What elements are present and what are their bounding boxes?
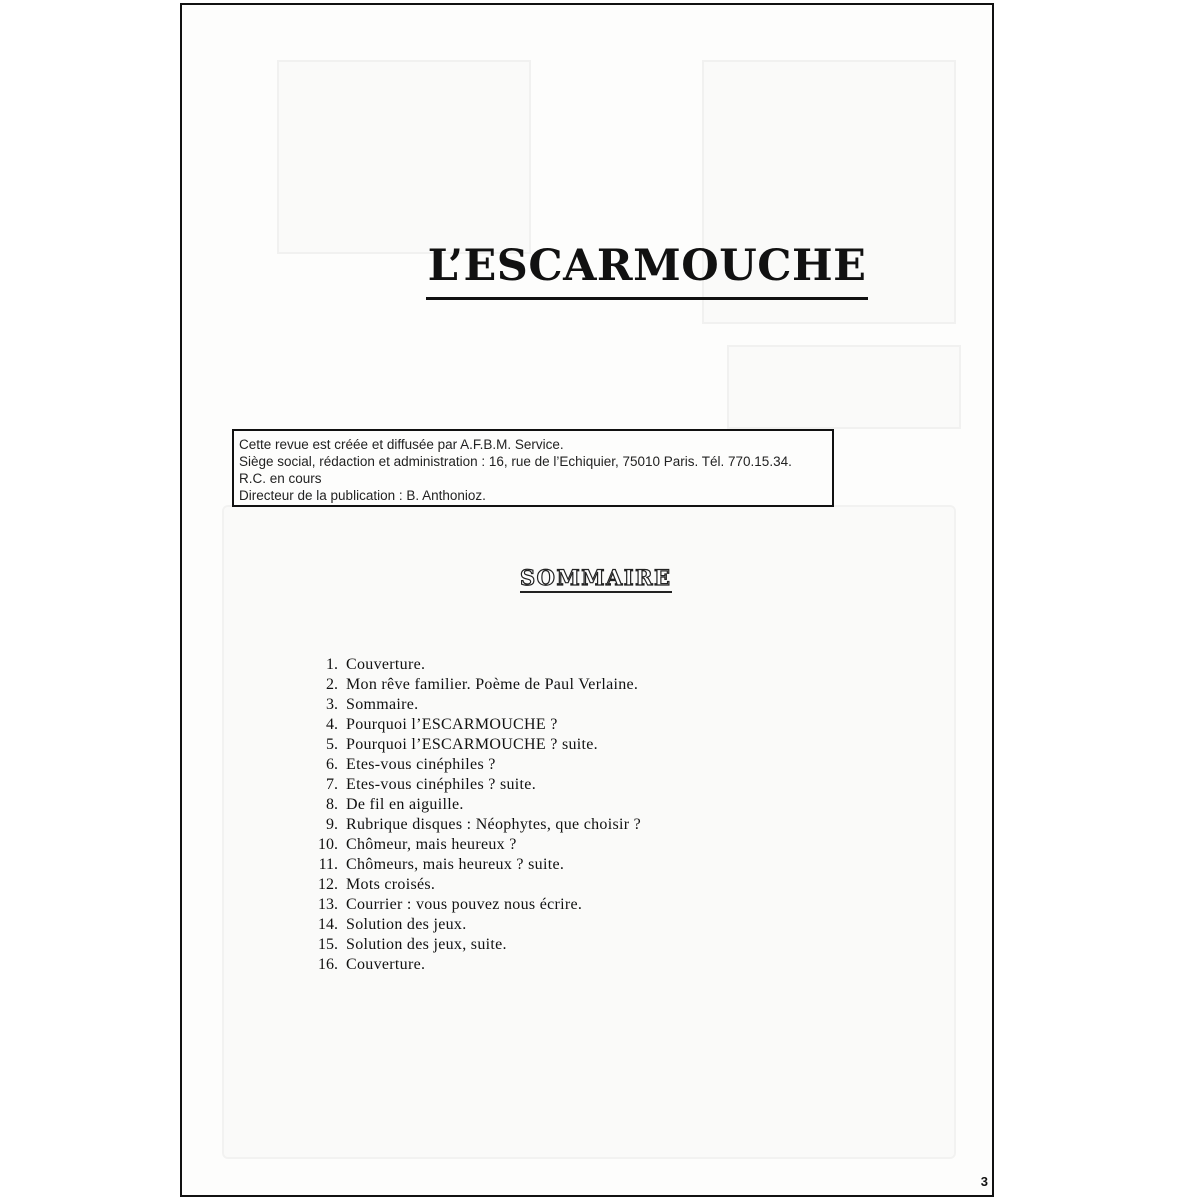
toc-item-title: Chômeur, mais heureux ? — [346, 836, 517, 853]
magazine-title-text: L’ESCARMOUCHE — [426, 241, 869, 300]
toc-item-title: Sommaire. — [346, 696, 419, 713]
toc-item-number: 4. — [326, 716, 338, 733]
toc-item-number: 5. — [326, 736, 338, 753]
toc-item — [308, 795, 641, 815]
toc-item-number: 2. — [326, 676, 338, 693]
toc-item-title: De fil en aiguille. — [346, 796, 464, 813]
toc-item-title: Couverture. — [346, 656, 426, 673]
toc-item-number: 14. — [318, 916, 338, 933]
toc-item-title: Etes-vous cinéphiles ? suite. — [346, 776, 536, 793]
toc-item-number: 9. — [326, 816, 338, 833]
toc-item — [308, 855, 641, 875]
toc-item — [308, 895, 641, 915]
toc-item-number: 3. — [326, 696, 338, 713]
toc-item — [308, 815, 641, 835]
toc-item-title: Couverture. — [346, 956, 426, 973]
toc-item-title: Solution des jeux, suite. — [346, 936, 507, 953]
toc-item — [308, 695, 641, 715]
publisher-info-line: Siège social, rédaction et administration : 16, rue de l’Echiquier, 75010 Paris. Tél. 770.15.34. — [239, 454, 792, 469]
toc-item-title: Pourquoi l’ESCARMOUCHE ? — [346, 716, 558, 733]
toc-item-number: 8. — [326, 796, 338, 813]
toc-item-number: 16. — [318, 956, 338, 973]
toc-item — [308, 655, 641, 675]
toc-item — [308, 915, 641, 935]
toc-item-number: 15. — [318, 936, 338, 953]
toc-item-number: 1. — [326, 656, 338, 673]
toc-item-title: Rubrique disques : Néophytes, que choisir ? — [346, 816, 642, 833]
toc-item-title: Etes-vous cinéphiles ? — [346, 756, 496, 773]
toc-item-number: 13. — [318, 896, 338, 913]
toc-item-title: Mon rêve familier. Poème de Paul Verlaine. — [346, 676, 639, 693]
toc-item-title: Courrier : vous pouvez nous écrire. — [346, 896, 583, 913]
toc-item — [308, 675, 641, 695]
toc-item — [308, 715, 641, 735]
toc-item-title: Pourquoi l’ESCARMOUCHE ? suite. — [346, 736, 598, 753]
magazine-title — [182, 241, 992, 300]
toc-item — [308, 835, 641, 855]
toc-item-number: 7. — [326, 776, 338, 793]
toc-item-title: Solution des jeux. — [346, 916, 467, 933]
toc-item-title: Chômeurs, mais heureux ? suite. — [346, 856, 565, 873]
table-of-contents — [308, 655, 641, 975]
toc-item — [308, 955, 641, 975]
publisher-info-line: Directeur de la publication : B. Anthonioz. — [239, 488, 486, 503]
publisher-info-line: Cette revue est créée et diffusée par A.F.B.M. Service. — [239, 437, 564, 452]
toc-item-number: 12. — [318, 876, 338, 893]
toc-item-number: 11. — [318, 856, 338, 873]
toc-item-number: 6. — [326, 756, 338, 773]
faded-background-illustration — [277, 60, 531, 254]
toc-item — [308, 935, 641, 955]
publisher-info-box — [232, 429, 834, 507]
toc-item — [308, 755, 641, 775]
toc-item-number: 10. — [318, 836, 338, 853]
toc-item — [308, 875, 641, 895]
toc-item — [308, 735, 641, 755]
toc-item-title: Mots croisés. — [346, 876, 436, 893]
magazine-page — [180, 3, 994, 1197]
sommaire-heading: SOMMAIRE — [520, 566, 672, 593]
toc-item — [308, 775, 641, 795]
publisher-info-line: R.C. en cours — [239, 471, 322, 486]
faded-background-illustration — [727, 345, 961, 429]
page-number: 3 — [980, 1174, 988, 1189]
